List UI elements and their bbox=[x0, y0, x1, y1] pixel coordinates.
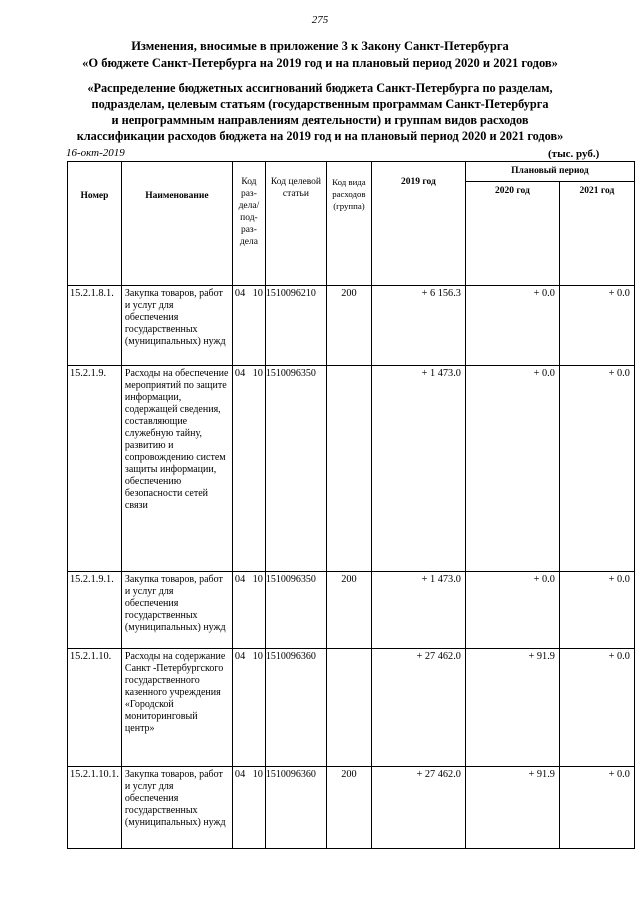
row-prz: 10 bbox=[252, 651, 263, 662]
row-2019: + 1 473.0 bbox=[371, 572, 465, 649]
row-name: Закупка товаров, работ и услуг для обеспечения государственных (муниципальных) нужд bbox=[121, 572, 232, 649]
row-number: 15.2.1.10. bbox=[68, 649, 122, 767]
document-title bbox=[40, 38, 600, 72]
subtitle-line-1: «Распределение бюджетных ассигнований бюджета Санкт-Петербурга по разделам, bbox=[87, 81, 553, 95]
row-csr: 1510096350 bbox=[265, 572, 326, 649]
document-date: 16-окт-2019 bbox=[66, 147, 125, 159]
subtitle-line-4: классификации расходов бюджета на 2019 год и на плановый период 2020 и 2021 годов» bbox=[76, 129, 564, 143]
row-vr: 200 bbox=[326, 572, 371, 649]
row-number: 15.2.1.9. bbox=[68, 366, 122, 572]
row-prz: 10 bbox=[252, 769, 263, 780]
row-rz: 04 bbox=[234, 288, 246, 299]
row-csr: 1510096360 bbox=[265, 649, 326, 767]
row-vr: 200 bbox=[326, 286, 371, 366]
row-number: 15.2.1.9.1. bbox=[68, 572, 122, 649]
row-2021: + 0.0 bbox=[559, 366, 634, 572]
row-csr: 1510096350 bbox=[265, 366, 326, 572]
row-2021: + 0.0 bbox=[559, 572, 634, 649]
row-vr bbox=[326, 649, 371, 767]
row-prz: 10 bbox=[252, 288, 263, 299]
row-number: 15.2.1.8.1. bbox=[68, 286, 122, 366]
header-2019: 2019 год bbox=[371, 162, 465, 286]
row-rz: 04 bbox=[234, 368, 246, 379]
row-rz: 04 bbox=[234, 651, 246, 662]
row-rz: 04 bbox=[234, 574, 246, 585]
header-razdel: Код раз-дела/ под-раз-дела bbox=[232, 162, 265, 286]
budget-table bbox=[67, 161, 635, 849]
row-rz: 04 bbox=[234, 769, 246, 780]
header-name: Наименование bbox=[121, 162, 232, 286]
appendix-subtitle bbox=[40, 80, 600, 144]
subtitle-line-3: и непрограммным направлениям деятельности) и группам видов расходов bbox=[111, 113, 529, 127]
row-razdel bbox=[232, 366, 265, 572]
page-number: 275 bbox=[311, 14, 329, 26]
row-csr: 1510096360 bbox=[265, 767, 326, 849]
header-csr: Код целевой статьи bbox=[265, 162, 326, 286]
row-2019: + 27 462.0 bbox=[371, 767, 465, 849]
row-prz: 10 bbox=[252, 368, 263, 379]
row-2021: + 0.0 bbox=[559, 286, 634, 366]
row-razdel bbox=[232, 286, 265, 366]
title-line-2: «О бюджете Санкт-Петербурга на 2019 год и на плановый период 2020 и 2021 годов» bbox=[82, 56, 558, 70]
table-row bbox=[68, 767, 635, 849]
table-row bbox=[68, 572, 635, 649]
header-2021: 2021 год bbox=[559, 182, 634, 286]
row-2020: + 91.9 bbox=[465, 649, 559, 767]
header-planned-period: Плановый период bbox=[465, 162, 634, 182]
row-2020: + 0.0 bbox=[465, 366, 559, 572]
units-label: (тыс. руб.) bbox=[548, 148, 600, 160]
row-2021: + 0.0 bbox=[559, 767, 634, 849]
table-row bbox=[68, 286, 635, 366]
row-2019: + 27 462.0 bbox=[371, 649, 465, 767]
row-number: 15.2.1.10.1. bbox=[68, 767, 122, 849]
row-csr: 1510096210 bbox=[265, 286, 326, 366]
row-vr: 200 bbox=[326, 767, 371, 849]
table-row bbox=[68, 649, 635, 767]
table-row bbox=[68, 366, 635, 572]
row-vr bbox=[326, 366, 371, 572]
row-2020: + 0.0 bbox=[465, 286, 559, 366]
title-line-1: Изменения, вносимые в приложение 3 к Закону Санкт-Петербурга bbox=[131, 39, 509, 53]
row-razdel bbox=[232, 649, 265, 767]
row-name: Расходы на содержание Санкт -Петербургского государственного казенного учреждения «Городской мониторинговый центр» bbox=[121, 649, 232, 767]
row-2019: + 6 156.3 bbox=[371, 286, 465, 366]
row-2020: + 91.9 bbox=[465, 767, 559, 849]
row-name: Расходы на обеспечение мероприятий по защите информации, содержащей сведения, составляющие служебную тайну, развитию и сопровождению систем защиты информации, обеспечению безопасности сетей связи bbox=[121, 366, 232, 572]
header-number: Номер bbox=[68, 162, 122, 286]
header-2020: 2020 год bbox=[465, 182, 559, 286]
row-name: Закупка товаров, работ и услуг для обеспечения государственных (муниципальных) нужд bbox=[121, 286, 232, 366]
subtitle-line-2: подразделам, целевым статьям (государственным программам Санкт-Петербурга bbox=[91, 97, 549, 111]
header-vr: Код вида расходов (группа) bbox=[326, 162, 371, 286]
row-razdel bbox=[232, 767, 265, 849]
row-name: Закупка товаров, работ и услуг для обеспечения государственных (муниципальных) нужд bbox=[121, 767, 232, 849]
row-razdel bbox=[232, 572, 265, 649]
row-2021: + 0.0 bbox=[559, 649, 634, 767]
row-2020: + 0.0 bbox=[465, 572, 559, 649]
row-prz: 10 bbox=[252, 574, 263, 585]
row-2019: + 1 473.0 bbox=[371, 366, 465, 572]
